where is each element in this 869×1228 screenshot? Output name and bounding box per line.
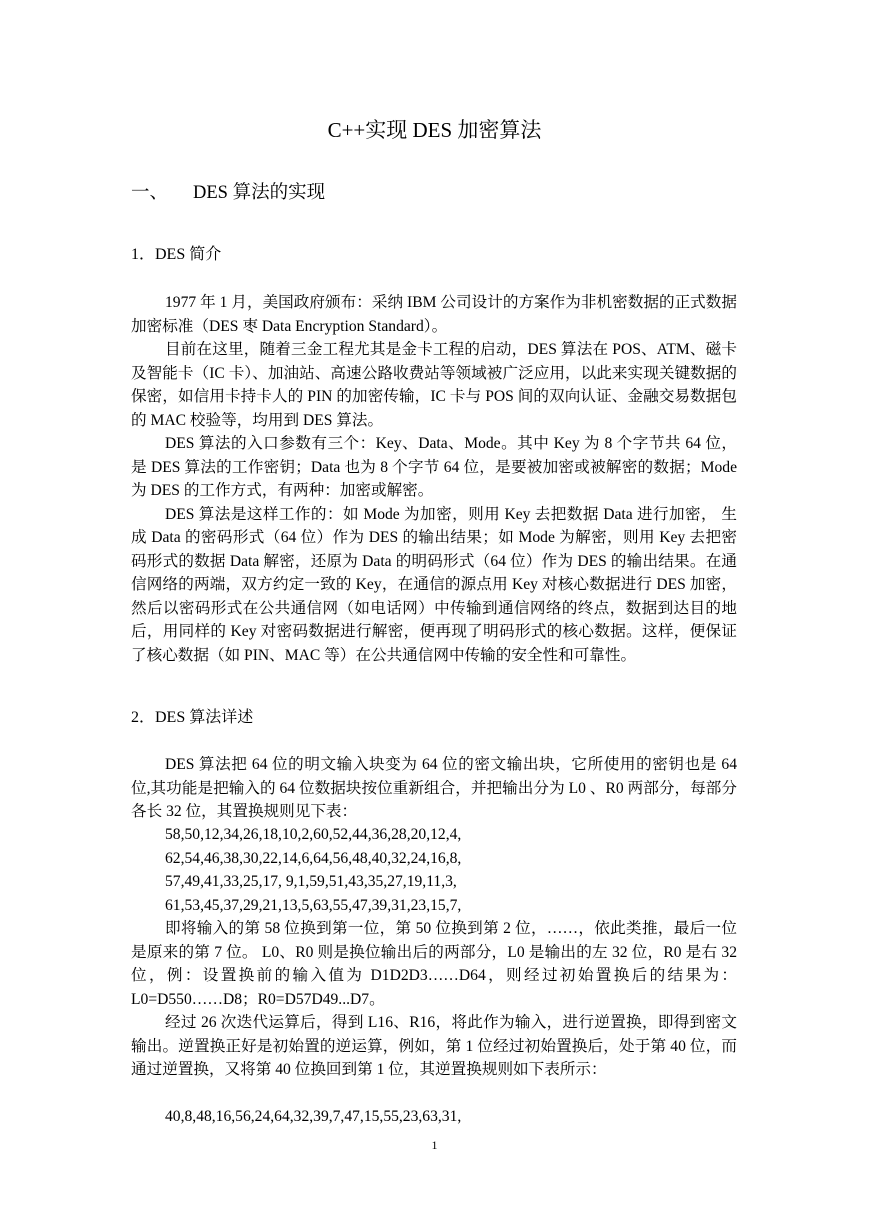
paragraph: 目前在这里，随着三金工程尤其是金卡工程的启动，DES 算法在 POS、ATM、磁卡及智能卡（IC 卡）、加油站、高速公路收费站等领域被广泛应用，以此来实现关键数据的保密，如信用卡持卡人的 PIN 的加密传输，IC 卡与 POS 间的双向认证、金融交易数据包的 MAC 校验等，均用到 DES 算法。 [131, 341, 737, 429]
detail-paragraphs [131, 917, 737, 1082]
subsection-heading-detail: 2．DES 算法详述 [131, 709, 254, 726]
table-row: 40,8,48,16,56,24,64,32,39,7,47,15,55,23,63,31, [165, 1108, 462, 1125]
paragraph: 即将输入的第 58 位换到第一位，第 50 位换到第 2 位，……，依此类推，最后一位是原来的第 7 位。 L0、R0 则是换位输出后的两部分，L0 是输出的左 32 位，R0 是右 32 位，例：设置换前的输入值为 D1D2D3……D64，则经过初始置换后的结果为：L0=D550……D8；R0=D57D49...D7。 [131, 920, 737, 1008]
document-title: C++实现 DES 加密算法 [327, 118, 542, 142]
paragraph: DES 算法的入口参数有三个：Key、Data、Mode。其中 Key 为 8 个字节共 64 位，是 DES 算法的工作密钥；Data 也为 8 个字节 64 位，是要被加密或被解密的数据；Mode 为 DES 的工作方式，有两种：加密或解密。 [131, 435, 737, 499]
table-row: 58,50,12,34,26,18,10,2,60,52,44,36,28,20,12,4, [165, 826, 462, 843]
paragraph: 经过 26 次迭代运算后，得到 L16、R16，将此作为输入，进行逆置换，即得到密文输出。逆置换正好是初始置的逆运算，例如，第 1 位经过初始置换后，处于第 40 位，而通过逆置换，又将第 40 位换回到第 1 位，其逆置换规则如下表所示： [131, 1014, 737, 1078]
initial-permutation-table [165, 823, 461, 917]
paragraph: 1977 年 1 月，美国政府颁布：采纳 IBM 公司设计的方案作为非机密数据的正式数据加密标准（DES 枣 Data Encryption Standard）。 [131, 294, 737, 335]
paragraph: DES 算法把 64 位的明文输入块变为 64 位的密文输出块，它所使用的密钥也是 64 位,其功能是把输入的 64 位数据块按位重新组合，并把输出分为 L0 、R0 两部分，每部分各长 32 位，其置换规则见下表： [131, 756, 737, 820]
section-heading [131, 180, 325, 206]
intro-paragraphs [131, 291, 737, 667]
page-number: 1 [431, 1138, 438, 1152]
inverse-permutation-table [165, 1105, 461, 1129]
paragraph: DES 算法是这样工作的：如 Mode 为加密，则用 Key 去把数据 Data 进行加密， 生成 Data 的密码形式（64 位）作为 DES 的输出结果；如 Mode 为解密，则用 Key 去把密码形式的数据 Data 解密，还原为 Data 的明码形式（64 位）作为 DES 的输出结果。在通信网络的两端，双方约定一致的 Key，在通信的源点用 Key 对核心数据进行 DES 加密，然后以密码形式在公共通信网（如电话网）中传输到通信网络的终点，数据到达目的地后，用同样的 Key 对密码数据进行解密，便再现了明码形式的核心数据。这样，便保证了核心数据（如 PIN、MAC 等）在公共通信网中传输的安全性和可靠性。 [131, 505, 737, 664]
section-number: 一、 [131, 183, 169, 203]
section-title: DES 算法的实现 [193, 183, 326, 203]
table-row: 57,49,41,33,25,17, 9,1,59,51,43,35,27,19,11,3, [165, 873, 457, 890]
detail-intro-paragraph [131, 753, 737, 824]
subsection-heading-intro: 1．DES 简介 [131, 246, 222, 263]
table-row: 62,54,46,38,30,22,14,6,64,56,48,40,32,24,16,8, [165, 849, 462, 867]
table-row: 61,53,45,37,29,21,13,5,63,55,47,39,31,23,15,7, [165, 896, 462, 914]
